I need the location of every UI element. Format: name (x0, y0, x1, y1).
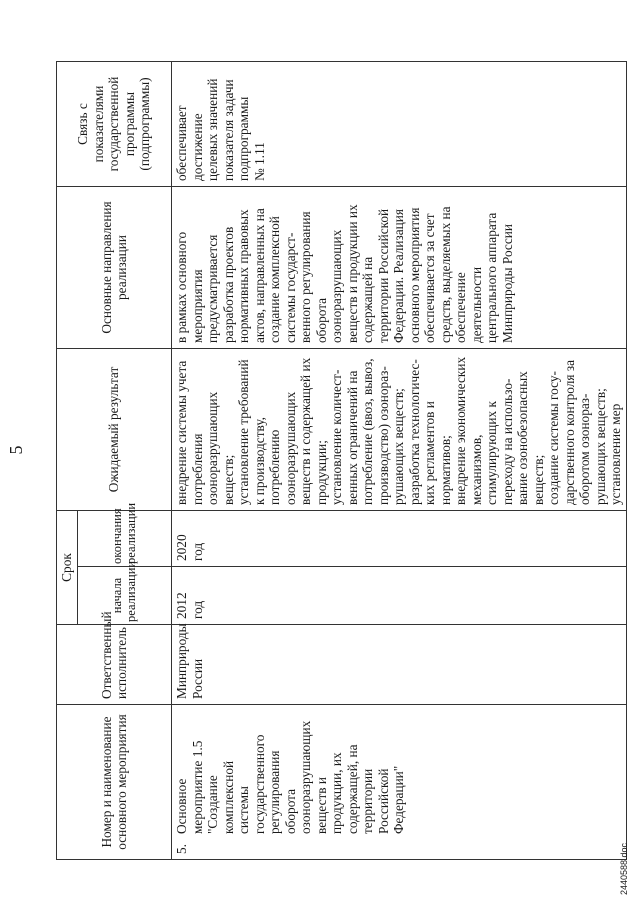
page-number: 5 (6, 445, 26, 455)
row-measure-name: Основное мероприятие 1.5 "Создание комплексной системы государственного регулирования оборота озоноразрушающих веществ и продукции, их содержащей, на территории Российской Федерации" (174, 720, 406, 834)
row-executor: Минприроды России (172, 625, 627, 705)
header-executor: Ответственный исполнитель (57, 625, 172, 705)
header-directions: Основные направления реализации (57, 186, 172, 348)
row-result: внедрение системы учета потребления озоноразрушающих веществ; установление требований к производству, потреблению озоноразрушающих веществ и содержащей их продукции; установление количест- венных ограничений на потребление (ввоз, вывоз, производство) озонораз- рушающих веществ; разработка технологичес- ких регламентов и нормативов; внедрение экономических механизмов, стимулирующих к переходу на использо- вание озонобезопасных веществ; создание системы госу- дарственного контроля за оборотом озонораз- рушающих веществ; установление мер (174, 356, 623, 505)
row-number: 5. (174, 844, 189, 854)
header-number-name: Номер и наименование основного мероприятия (57, 705, 172, 860)
measures-table (56, 61, 627, 860)
row-directions-cell (172, 186, 627, 348)
row-start: 2012 год (172, 567, 627, 625)
table-row (172, 61, 627, 859)
header-link: Связь с показателями государственной программы (подпрограммы) (57, 61, 172, 186)
header-term-start: начала реализации (77, 567, 172, 625)
row-end: 2020 год (172, 510, 627, 566)
row-directions: в рамках основного мероприятия предусматривается разработка проектов нормативных правовых актов, направленных на создание комплексной системы государст- венного регулирования оборота озоноразрушающих веществ и продукции их содержащей на территории Российской Федерации. Реализация основного мероприятия обеспечивается за счет средств, выделяемых на обеспечение деятельности центрального аппарата Минприроды России (174, 204, 515, 343)
header-term: Срок (57, 510, 78, 624)
row-link-cell (172, 61, 627, 186)
header-expected-result: Ожидаемый результат (57, 348, 172, 510)
row-link: обеспечивает достижение целевых значений показателя задачи подпрограммы № 1.11 (174, 78, 267, 181)
row-number-name-cell (172, 705, 627, 860)
header-term-end: окончания реализации (77, 510, 172, 566)
row-result-cell (172, 348, 627, 510)
footer-file-code: 2440588.doc (619, 842, 629, 895)
